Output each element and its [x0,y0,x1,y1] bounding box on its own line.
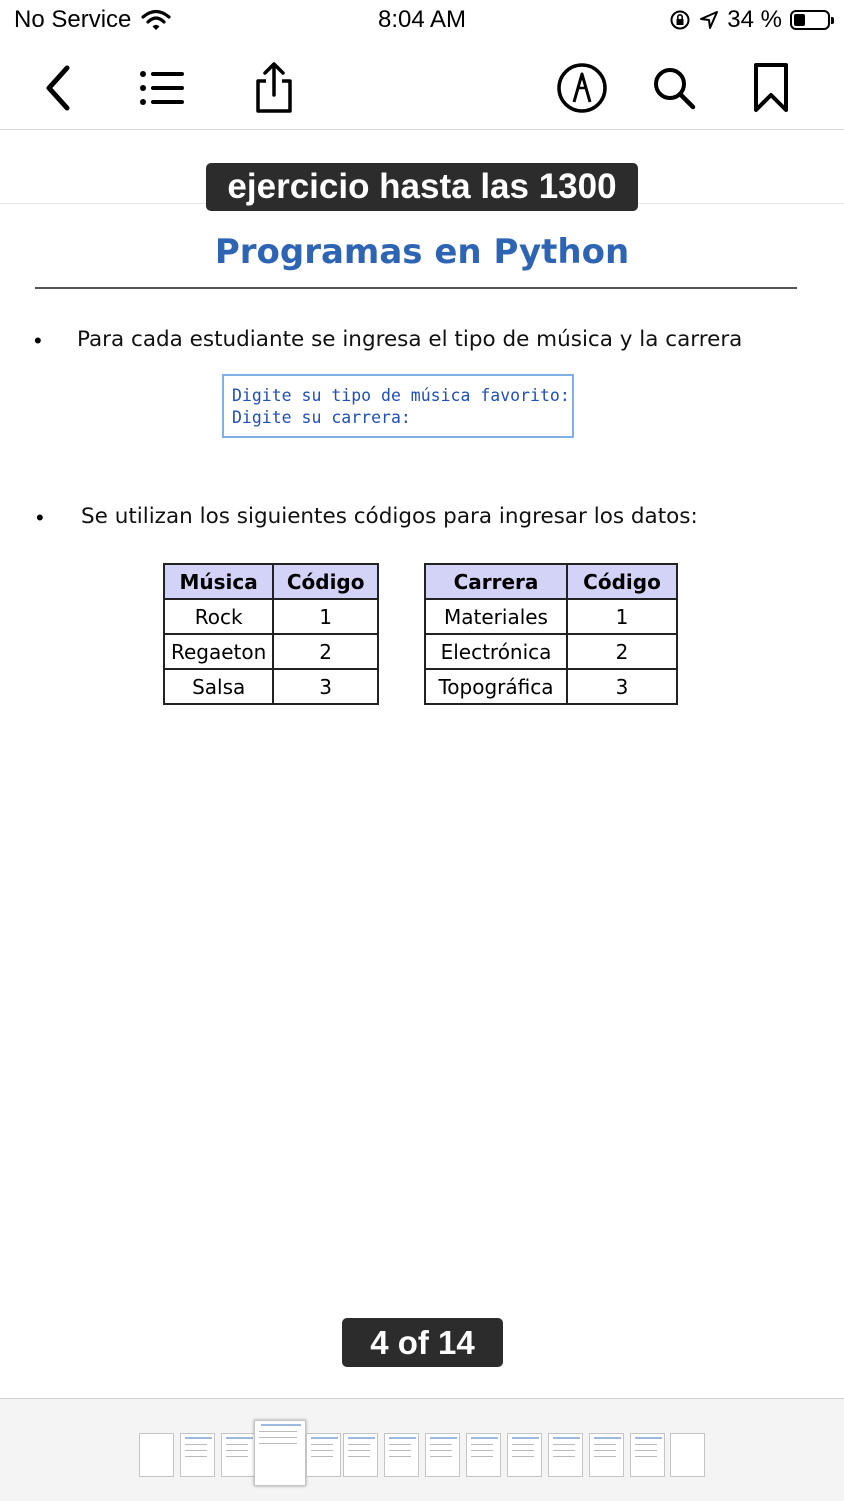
table-row [425,669,677,704]
page-thumbnail[interactable] [425,1433,460,1477]
table-cell: Electrónica [425,634,567,669]
document-page [0,131,844,1301]
table-row [164,669,378,704]
page-thumbnail[interactable] [589,1433,624,1477]
table-cell: Regaeton [164,634,273,669]
page-thumbnail[interactable] [384,1433,419,1477]
bullet-text-2: Se utilizan los siguientes códigos para ingresar los datos: [81,504,698,529]
table-cell: 3 [567,669,677,704]
search-icon[interactable] [644,58,704,118]
table-cell: 1 [273,599,378,634]
status-right [669,6,830,34]
battery-icon [790,10,830,30]
location-arrow-icon [699,10,719,30]
page-thumbnail[interactable] [466,1433,501,1477]
page-thumbnail[interactable] [221,1433,256,1477]
reader-toolbar [0,44,844,130]
orientation-lock-icon [669,9,691,31]
list-icon[interactable] [133,58,193,118]
table-cell: Rock [164,599,273,634]
page-thumbnail[interactable] [670,1433,705,1477]
table-cell: 1 [567,599,677,634]
table-row [425,634,677,669]
thumbnail-strip[interactable] [0,1398,844,1501]
share-icon[interactable] [244,58,304,118]
table-header-cell: Código [273,564,378,599]
table-header-row [425,564,677,599]
page-thumbnail[interactable] [139,1433,174,1477]
bullet-dot: • [36,505,44,530]
table-header-cell: Código [567,564,677,599]
markup-pen-icon[interactable] [552,58,612,118]
table-row [164,634,378,669]
table-row [425,599,677,634]
page-thumbnail[interactable] [343,1433,378,1477]
table-cell: Salsa [164,669,273,704]
page-thumbnail[interactable] [306,1433,341,1477]
table-cell: Topográfica [425,669,567,704]
page-indicator: 4 of 14 [342,1318,503,1367]
console-line-2: Digite su carrera: [232,408,411,427]
page-thumbnail[interactable] [254,1420,306,1486]
bullet-text-1: Para cada estudiante se ingresa el tipo de música y la carrera [77,327,743,352]
page-thumbnail[interactable] [507,1433,542,1477]
career-codes-table [424,563,678,705]
table-cell: 3 [273,669,378,704]
music-codes-table [163,563,379,705]
table-header-row [164,564,378,599]
table-header-cell: Música [164,564,273,599]
status-bar [0,0,844,44]
page-thumbnail[interactable] [548,1433,583,1477]
bullet-dot: • [34,328,42,353]
bookmark-icon[interactable] [741,58,801,118]
page-thumbnail[interactable] [180,1433,215,1477]
page-thumbnail[interactable] [630,1433,665,1477]
annotation-banner: ejercicio hasta las 1300 [206,163,638,211]
table-cell: Materiales [425,599,567,634]
battery-percent: 34 % [727,6,782,33]
console-line-1: Digite su tipo de música favorito: [232,386,570,405]
back-chevron-icon[interactable] [28,58,88,118]
console-output-box [222,374,574,438]
table-cell: 2 [567,634,677,669]
slide-title: Programas en Python [214,232,630,272]
table-header-cell: Carrera [425,564,567,599]
status-time: 8:04 AM [377,6,467,33]
table-cell: 2 [273,634,378,669]
carrier-label: No Service [14,6,132,33]
title-divider [35,287,797,289]
table-row [164,599,378,634]
